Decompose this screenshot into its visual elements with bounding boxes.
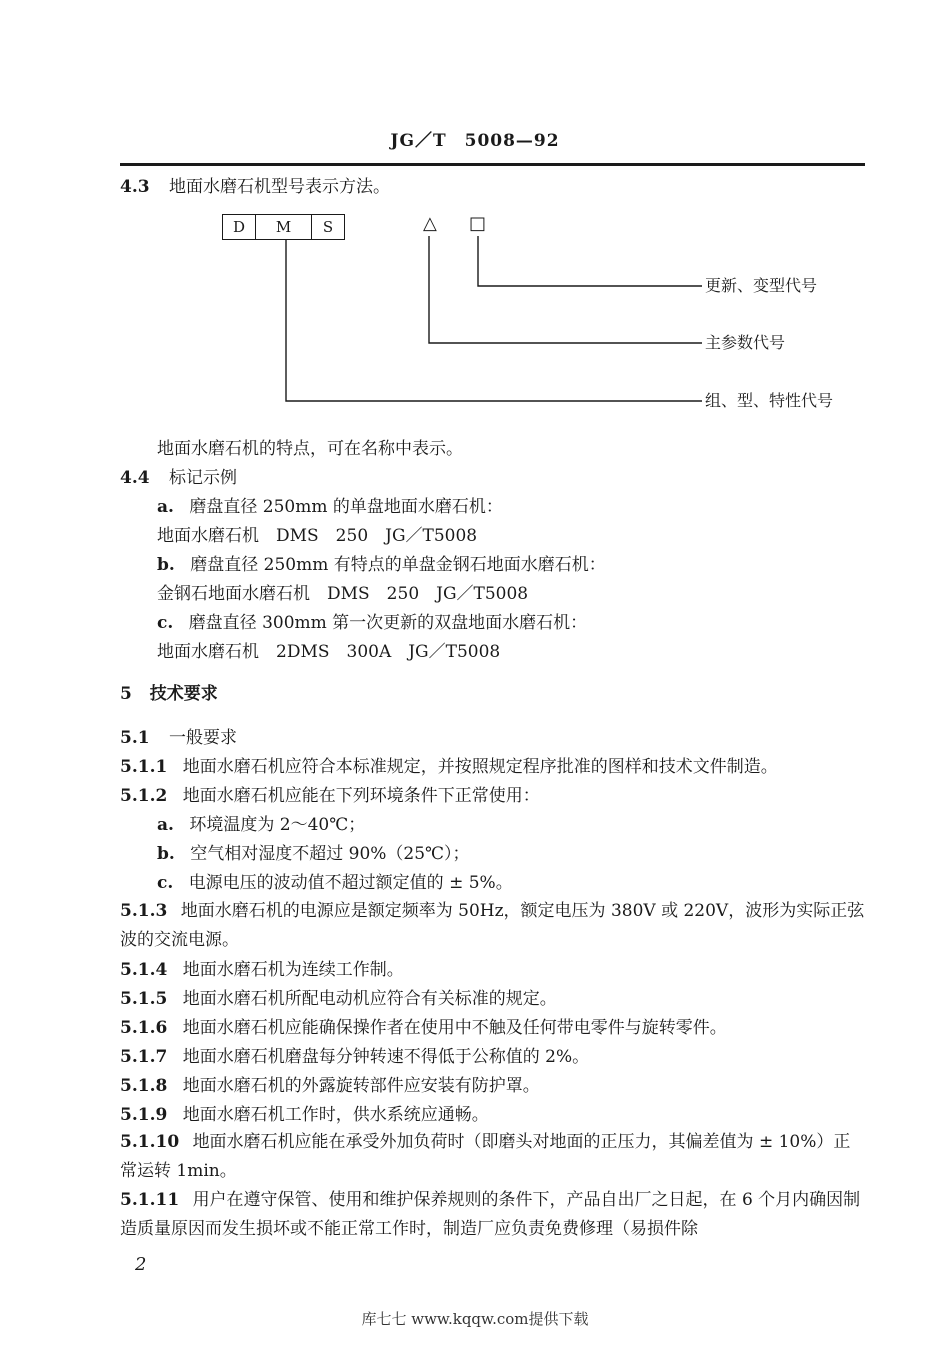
env-item-c [157,872,513,894]
clause-number: 5.1.6 [120,1018,168,1038]
example-a-mark: 地面水磨石机 DMS 250 JG／T5008 [157,526,478,546]
clause-5-1-6 [120,1017,727,1039]
env-item-a [157,814,365,836]
clause-number: 5.1.4 [120,960,168,980]
item-text: 磨盘直径 250mm 的单盘地面水磨石机： [189,497,503,517]
page-number: 2 [135,1254,147,1275]
model-note: 地面水磨石机的特点，可在名称中表示。 [157,439,463,459]
clause-number: 5.1.1 [120,757,168,777]
item-text: 电源电压的波动值不超过额定值的 ± 5%。 [188,873,513,893]
clause-5-1-1 [120,756,778,778]
clause-number: 5.1.5 [120,989,168,1009]
clause-text: 用户在遵守保管、使用和维护保养规则的条件下，产品自出厂之日起，在 6 个月内确因制造质量原因而发生损坏或不能正常工作时，制造厂应负责免费修理（易损件除 [120,1190,861,1239]
section-title: 技术要求 [149,684,218,704]
section-number: 5.1 [120,728,150,748]
item-text: 环境温度为 2～40℃； [189,815,366,835]
label-group-code: 组、型、特性代号 [705,391,834,410]
clause-number: 5.1.10 [120,1132,180,1152]
main-param-line [429,236,702,343]
clause-text: 地面水磨石机工作时，供水系统应通畅。 [182,1105,489,1125]
section-number: 4.4 [120,468,150,488]
label-update-code: 更新、变型代号 [705,276,818,295]
example-b-desc [157,554,606,576]
clause-text: 地面水磨石机的外露旋转部件应安装有防护罩。 [182,1076,540,1096]
env-item-b [157,843,470,865]
section-number: 5 [120,684,132,704]
item-letter: a. [157,815,174,835]
clause-5-1-9 [120,1104,489,1126]
section-5 [120,683,218,705]
model-box-d: D [232,218,246,236]
section-5-1 [120,727,237,749]
clause-text: 地面水磨石机的电源应是额定频率为 50Hz，额定电压为 380V 或 220V，波形为实际正弦波的交流电源。 [120,901,865,950]
clause-5-1-2 [120,785,540,807]
clause-5-1-8 [120,1075,540,1097]
label-main-param-code: 主参数代号 [705,333,786,352]
square-symbol: □ [469,213,487,234]
item-letter: c. [157,873,174,893]
clause-5-1-10 [120,1128,865,1186]
clause-number: 5.1.11 [120,1190,180,1210]
clause-number: 5.1.9 [120,1105,168,1125]
example-c-mark: 地面水磨石机 2DMS 300A JG／T5008 [157,642,501,662]
example-a-desc [157,496,503,518]
model-box-m: M [255,215,312,239]
clause-5-1-11 [120,1186,865,1244]
update-code-line [478,236,702,286]
section-4-4 [120,467,237,489]
document-header: JG／T 5008—92 [390,131,560,151]
clause-number: 5.1.3 [120,901,168,921]
clause-text: 地面水磨石机为连续工作制。 [182,960,404,980]
example-b-mark: 金钢石地面水磨石机 DMS 250 JG／T5008 [157,584,529,604]
clause-text: 地面水磨石机应能在下列环境条件下正常使用： [182,786,540,806]
group-code-line [286,240,702,401]
section-title: 一般要求 [168,728,237,748]
clause-text: 地面水磨石机磨盘每分钟转速不得低于公称值的 2%。 [182,1047,590,1067]
model-designation-lines [0,0,950,420]
clause-text: 地面水磨石机应符合本标准规定，并按照规定程序批准的图样和技术文件制造。 [182,757,778,777]
triangle-symbol: △ [423,213,437,234]
item-letter: b. [157,555,175,575]
clause-5-1-7 [120,1046,589,1068]
item-text: 磨盘直径 250mm 有特点的单盘金钢石地面水磨石机： [190,555,606,575]
clause-5-1-5 [120,988,557,1010]
footer-watermark: 库七七 www.kqqw.com提供下载 [361,1310,589,1328]
clause-text: 地面水磨石机所配电动机应符合有关标准的规定。 [182,989,557,1009]
section-number: 4.3 [120,177,150,197]
clause-5-1-4 [120,959,404,981]
item-text: 空气相对湿度不超过 90%（25℃）； [190,844,470,864]
clause-5-1-3 [120,897,865,955]
clause-number: 5.1.7 [120,1047,168,1067]
item-letter: b. [157,844,175,864]
item-letter: a. [157,497,174,517]
section-title: 地面水磨石机型号表示方法。 [168,177,390,197]
example-c-desc [157,612,587,634]
clause-number: 5.1.2 [120,786,168,806]
clause-text: 地面水磨石机应能确保操作者在使用中不触及任何带电零件与旋转零件。 [182,1018,727,1038]
clause-text: 地面水磨石机应能在承受外加负荷时（即磨头对地面的正压力，其偏差值为 ± 10%）正常运转 1min。 [120,1132,851,1181]
clause-number: 5.1.8 [120,1076,168,1096]
item-letter: c. [157,613,174,633]
section-title: 标记示例 [168,468,237,488]
model-box-s: S [322,218,334,236]
item-text: 磨盘直径 300mm 第一次更新的双盘地面水磨石机： [188,613,588,633]
